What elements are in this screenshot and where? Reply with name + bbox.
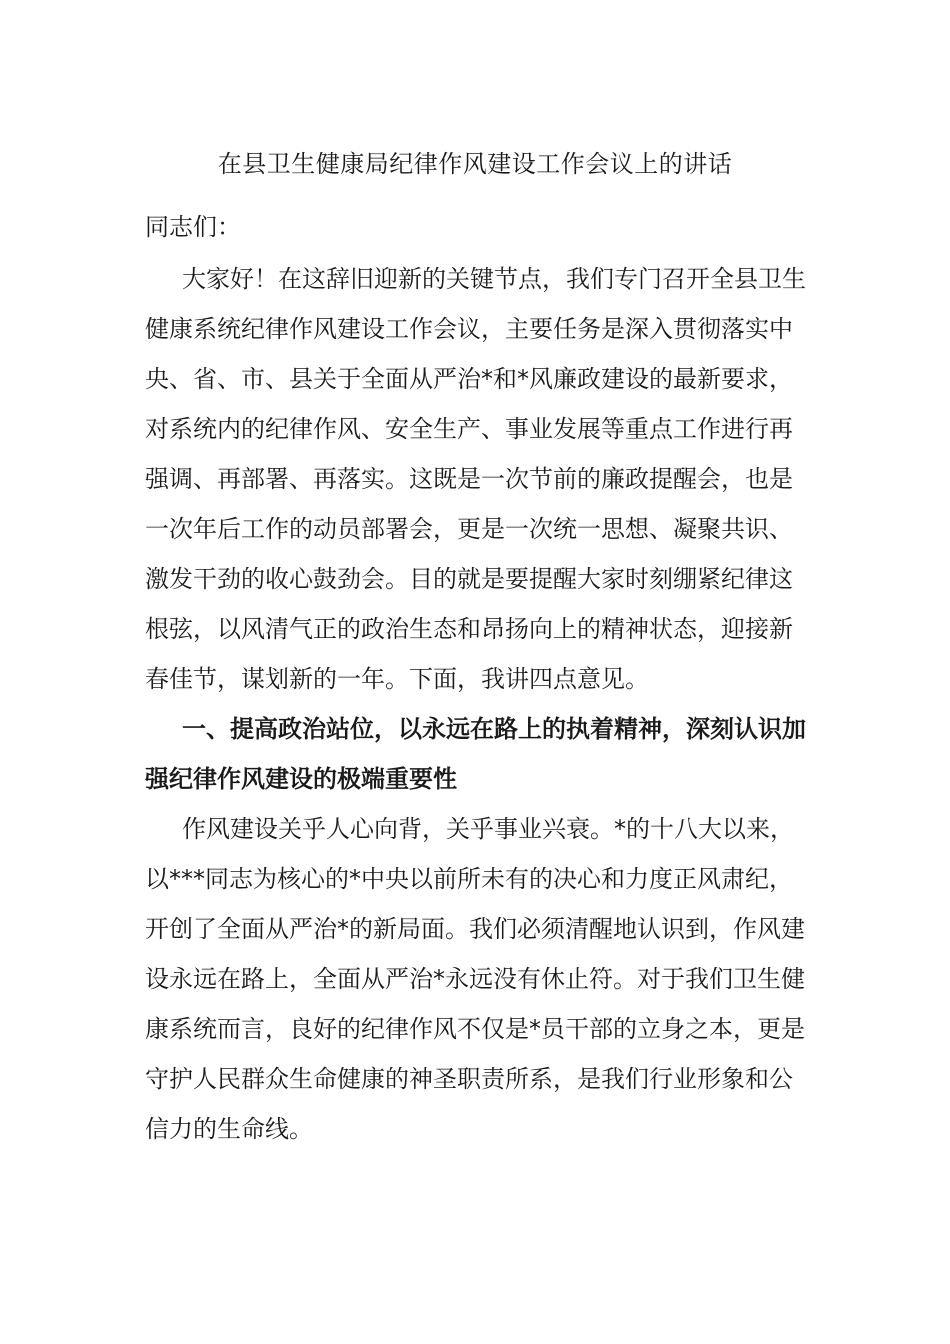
text-line: 一次年后工作的动员部署会，更是一次统一思想、凝聚共识、 [145, 515, 793, 543]
text-line: 春佳节，谋划新的一年。下面，我讲四点意见。 [145, 665, 649, 693]
text-line: 央、省、市、县关于全面从严治*和*风廉政建设的最新要求， [145, 365, 793, 393]
text-line: 大家好！在这辞旧迎新的关键节点，我们专门召开全县卫生 [182, 265, 806, 293]
text-line: 作风建设关乎人心向背，关乎事业兴衰。*的十八大以来， [182, 815, 794, 843]
text-line: 强调、再部署、再落实。这既是一次节前的廉政提醒会，也是 [145, 465, 793, 493]
heading-line: 一、提高政治站位，以永远在路上的执着精神，深刻认识加 [182, 715, 806, 743]
salutation: 同志们： [145, 213, 241, 241]
document-body [145, 254, 810, 1154]
text-line: 康系统而言，良好的纪律作风不仅是*员干部的立身之本，更是 [145, 1015, 805, 1043]
text-line: 健康系统纪律作风建设工作会议，主要任务是深入贯彻落实中 [145, 315, 793, 343]
text-line: 以***同志为核心的*中央以前所未有的决心和力度正风肃纪， [145, 865, 793, 893]
paragraph-opening [145, 254, 810, 704]
text-line: 信力的生命线。 [145, 1115, 313, 1143]
text-line: 激发干劲的收心鼓劲会。目的就是要提醒大家时刻绷紧纪律这 [145, 565, 793, 593]
text-line: 开创了全面从严治*的新局面。我们必须清醒地认识到，作风建 [145, 915, 805, 943]
text-line: 对系统内的纪律作风、安全生产、事业发展等重点工作进行再 [145, 415, 793, 443]
text-line: 守护人民群众生命健康的神圣职责所系，是我们行业形象和公 [145, 1065, 793, 1093]
document-title: 在县卫生健康局纪律作风建设工作会议上的讲话 [217, 150, 733, 178]
text-line: 根弦，以风清气正的政治生态和昂扬向上的精神状态，迎接新 [145, 615, 793, 643]
section-heading-1 [145, 704, 810, 804]
text-line: 设永远在路上，全面从严治*永远没有休止符。对于我们卫生健 [145, 965, 805, 993]
heading-line: 强纪律作风建设的极端重要性 [145, 765, 457, 793]
paragraph-section-1 [145, 804, 810, 1154]
